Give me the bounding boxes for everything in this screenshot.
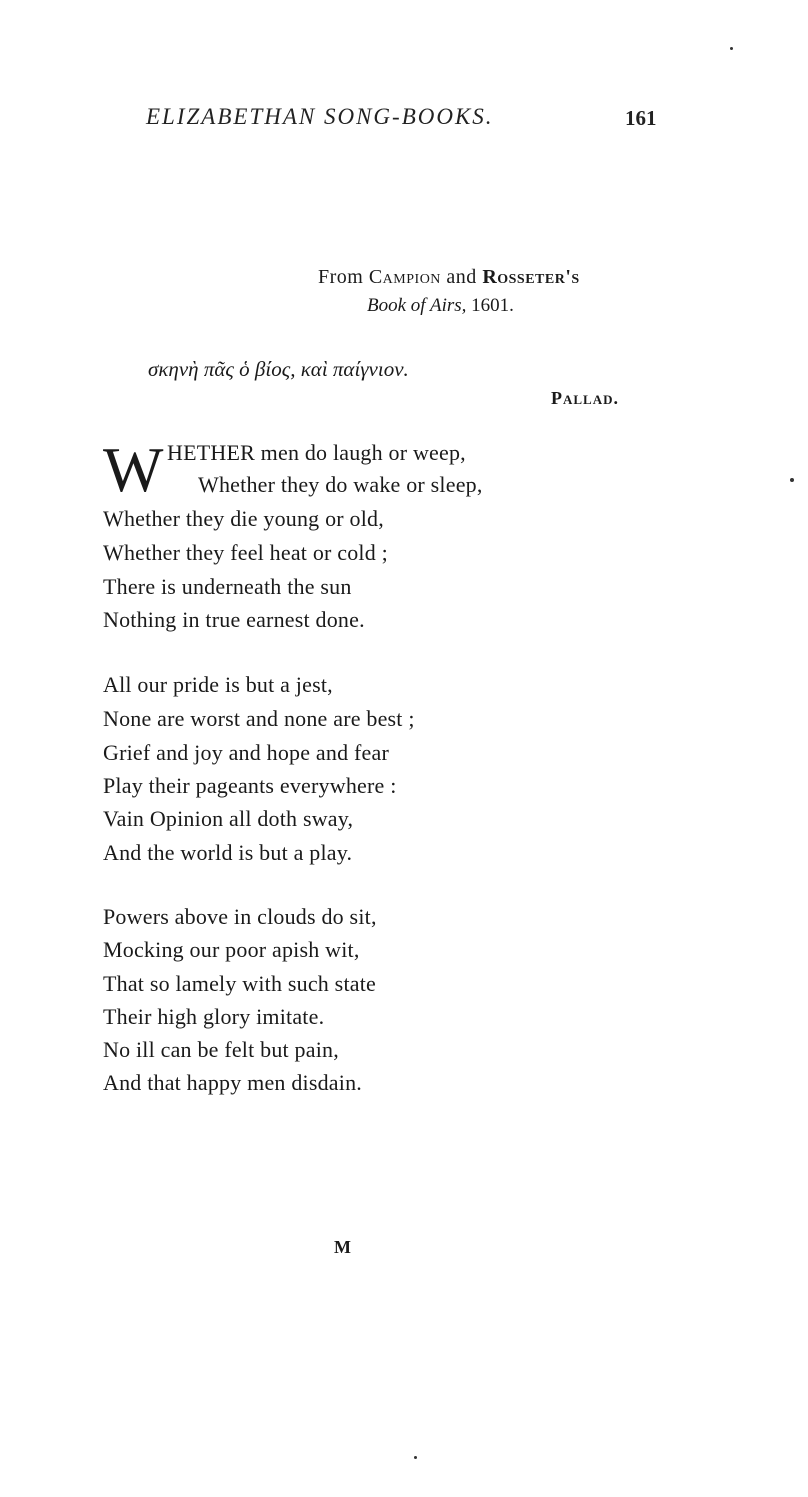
poem-line: That so lamely with such state	[103, 971, 376, 996]
poem-line: Vain Opinion all doth sway,	[103, 806, 354, 831]
drop-cap: W	[103, 434, 164, 505]
epigraph: σκηνὴ πᾶς ὁ βίος, καὶ παίγνιον.	[148, 357, 409, 381]
source-book	[367, 295, 514, 317]
print-speck	[730, 47, 733, 50]
poem-line: No ill can be felt but pain,	[103, 1037, 339, 1062]
poem-line: None are worst and none are best ;	[103, 706, 415, 731]
poem-line: HETHER men do laugh or weep,	[167, 440, 466, 465]
epigraph-attribution: Pallad.	[551, 388, 620, 408]
source-author-rosseter: Rosseter's	[482, 266, 580, 288]
source-author-campion: Campion	[368, 266, 441, 288]
source-credit	[318, 266, 580, 289]
poem-line: There is underneath the sun	[103, 574, 352, 599]
poem-line: Mocking our poor apish wit,	[103, 937, 360, 962]
print-speck	[414, 1456, 417, 1459]
running-title: ELIZABETHAN SONG-BOOKS.	[146, 104, 494, 129]
poem-line: Powers above in clouds do sit,	[103, 904, 377, 929]
poem-line: Whether they feel heat or cold ;	[103, 540, 388, 565]
source-from: From	[318, 266, 364, 288]
signature-mark: M	[334, 1237, 351, 1257]
poem-line: And that happy men disdain.	[103, 1070, 362, 1095]
source-book-title: Book of Airs,	[367, 295, 467, 316]
poem-line: Grief and joy and hope and fear	[103, 740, 389, 765]
page-number: 161	[625, 106, 657, 130]
poem-line: Play their pageants everywhere :	[103, 773, 397, 798]
poem-line: Their high glory imitate.	[103, 1004, 325, 1029]
source-year: 1601.	[471, 295, 514, 316]
print-speck	[790, 478, 794, 482]
source-and: and	[446, 266, 477, 288]
poem-line: Whether they do wake or sleep,	[198, 472, 483, 497]
poem-line: And the world is but a play.	[103, 840, 353, 865]
poem-line: All our pride is but a jest,	[103, 672, 333, 697]
poem-line: Nothing in true earnest done.	[103, 607, 365, 632]
poem-line: Whether they die young or old,	[103, 506, 384, 531]
